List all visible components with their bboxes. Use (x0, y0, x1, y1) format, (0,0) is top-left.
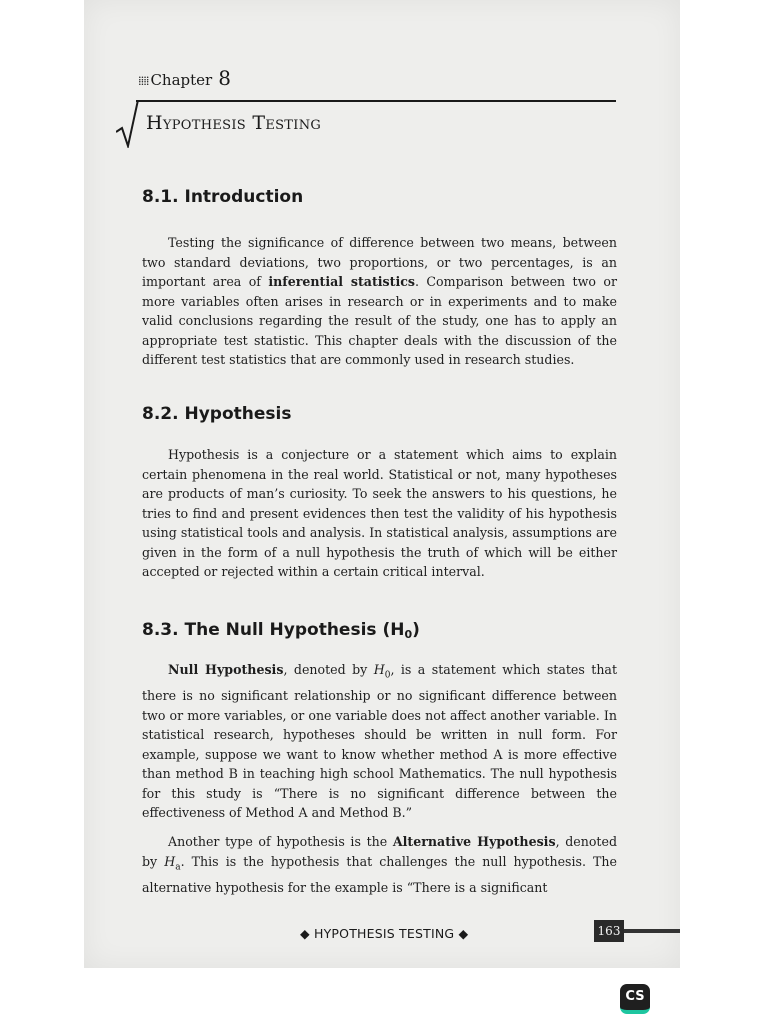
heading-text: 8.3. The Null Hypothesis (H (142, 620, 405, 640)
heading-subscript: 0 (404, 628, 413, 641)
text-run: a (175, 862, 181, 873)
running-footer: ◆ HYPOTHESIS TESTING ◆ (300, 926, 469, 941)
text-run: , denoted by (142, 834, 618, 869)
section-heading-introduction: 8.1. Introduction (142, 187, 304, 207)
text-run: H (164, 853, 176, 869)
page-number: 163 (594, 920, 624, 942)
text-run: Another type of hypothesis is the (168, 834, 393, 849)
text-run: inferential statistics (268, 274, 415, 289)
text-run: Testing the significance of difference between two means, between two standard deviations, two proportions, or two percentages, is an important area of (142, 235, 617, 289)
text-run: 0 (384, 670, 391, 681)
radical-ornament (116, 100, 140, 148)
text-run: , denoted by (283, 662, 374, 677)
text-run: . This is the hypothesis that challenges the null hypothesis. The alternative hypothesis for the example is “There is a significant (142, 853, 617, 895)
chapter-title: Hypothesis Testing (146, 112, 322, 134)
chapter-dots-ornament: ⁞⁞⁞⁞ (138, 74, 149, 89)
heading-close: ) (412, 620, 420, 640)
paragraph-introduction (142, 233, 617, 370)
chapter-rule (136, 100, 616, 102)
text-run: . Comparison between two or more variables often arises in research or in experiments and to make valid conclusions regarding the result of the study, one has to apply an appropriate test statistic. This chapter deals with the discussion of the different test statistics that are commonly used in research studies. (142, 274, 617, 367)
chapter-word: Chapter (150, 71, 213, 89)
text-run: H (373, 662, 385, 677)
chapter-label (138, 66, 231, 90)
paragraph-null-hypothesis (142, 660, 617, 823)
paragraph-alternative-hypothesis (142, 832, 617, 897)
page-number-bar (624, 929, 680, 933)
section-heading-null-hypothesis (142, 620, 420, 641)
chapter-number: 8 (218, 66, 231, 90)
section-heading-hypothesis: 8.2. Hypothesis (142, 404, 292, 424)
paragraph-hypothesis (142, 445, 617, 582)
camscanner-logo: CS (620, 984, 650, 1014)
text-run: Null Hypothesis (168, 662, 284, 677)
text-run: Hypothesis is a conjecture or a statement which aims to explain certain phenomena in the real world. Statistical or not, many hypotheses are products of man’s curiosity. To seek the answers to his questions, he tries to find and present evidences then test the validity of his hypothesis using statistical tools and analysis. In statistical analysis, assumptions are given in the form of a null hypothesis the truth of which will be either accepted or rejected within a certain critical interval. (142, 447, 617, 579)
text-run: Alternative Hypothesis (392, 834, 556, 849)
text-run: , is a statement which states that there is no significant relationship or no significant difference between two or more variables, or one variable does not affect another variable. In statistical research, hypotheses should be written in null form. For example, suppose we want to know whether method A is more effective than method B in teaching high school Mathematics. The null hypothesis for this study is “There is no significant difference between the effectiveness of Method A and Method B.” (142, 662, 618, 821)
